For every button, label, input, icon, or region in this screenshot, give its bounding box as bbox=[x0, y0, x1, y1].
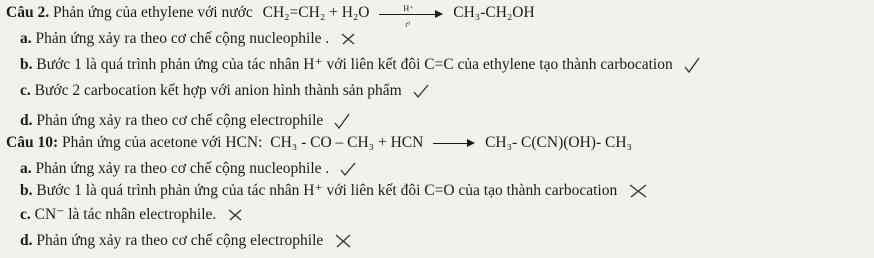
reaction-arrow bbox=[433, 137, 475, 149]
option-text: Phản ứng xảy ra theo cơ chế cộng electrophile bbox=[36, 112, 324, 129]
option-text: CN⁻ là tác nhân electrophile. bbox=[34, 206, 217, 223]
question-10-reaction-right: CH₃- C(CN)(OH)- CH₃ bbox=[485, 134, 632, 151]
cross-mark-icon bbox=[226, 208, 244, 222]
option-label: b. bbox=[20, 56, 33, 73]
question-2-option-a bbox=[20, 30, 357, 48]
question-10-header bbox=[6, 134, 632, 152]
temperature-label: t⁰ bbox=[405, 21, 411, 30]
option-label: c. bbox=[20, 82, 31, 99]
check-mark-icon bbox=[339, 161, 357, 177]
option-text: Phản ứng xảy ra theo cơ chế cộng electrophile bbox=[36, 232, 324, 249]
option-text: Bước 2 carbocation kết hợp với anion hình thành sản phẩm bbox=[34, 82, 402, 99]
cross-mark-icon bbox=[339, 32, 357, 46]
question-2-option-b bbox=[20, 56, 701, 74]
option-label: d. bbox=[20, 232, 33, 249]
cross-mark-icon bbox=[627, 183, 649, 199]
question-10-option-b bbox=[20, 182, 649, 200]
question-2-header bbox=[6, 4, 535, 30]
question-2-reaction-left: CH₂=CH₂ + H₂O bbox=[262, 4, 370, 21]
option-label: a. bbox=[20, 30, 32, 47]
catalyst-label: H⁺ bbox=[403, 4, 414, 14]
option-text: Bước 1 là quá trình phản ứng của tác nhân H⁺ với liên kết đôi C=C của ethylene tạo thành carbocation bbox=[36, 56, 673, 73]
question-2-option-d bbox=[20, 112, 351, 130]
option-text: Phản ứng xảy ra theo cơ chế cộng nucleophile . bbox=[35, 30, 330, 47]
question-10-option-d bbox=[20, 232, 353, 250]
question-2-reaction-right: CH₃-CH₂OH bbox=[453, 4, 535, 21]
question-10-prompt: Phản ứng của acetone với HCN: bbox=[61, 134, 263, 151]
option-label: b. bbox=[20, 182, 33, 199]
check-mark-icon bbox=[412, 83, 430, 99]
question-2-title: Câu 2. bbox=[6, 4, 50, 21]
option-text: Phản ứng xảy ra theo cơ chế cộng nucleophile . bbox=[35, 160, 330, 177]
cross-mark-icon bbox=[333, 233, 353, 249]
option-label: a. bbox=[20, 160, 32, 177]
option-label: d. bbox=[20, 112, 33, 129]
check-mark-icon bbox=[333, 112, 351, 130]
question-2-option-c bbox=[20, 82, 430, 100]
option-text: Bước 1 là quá trình phản ứng của tác nhân H⁺ với liên kết đôi C=O của tạo thành carbocation bbox=[36, 182, 618, 199]
option-label: c. bbox=[20, 206, 31, 223]
question-10-option-a bbox=[20, 160, 357, 178]
reaction-arrow bbox=[379, 4, 443, 30]
question-2-prompt: Phản ứng của ethylene với nước bbox=[52, 4, 253, 21]
question-10-option-c bbox=[20, 206, 244, 224]
check-mark-icon bbox=[683, 56, 701, 74]
question-10-title: Câu 10: bbox=[6, 134, 59, 151]
question-10-reaction-left: CH₃ - CO – CH₃ + HCN bbox=[270, 134, 424, 151]
